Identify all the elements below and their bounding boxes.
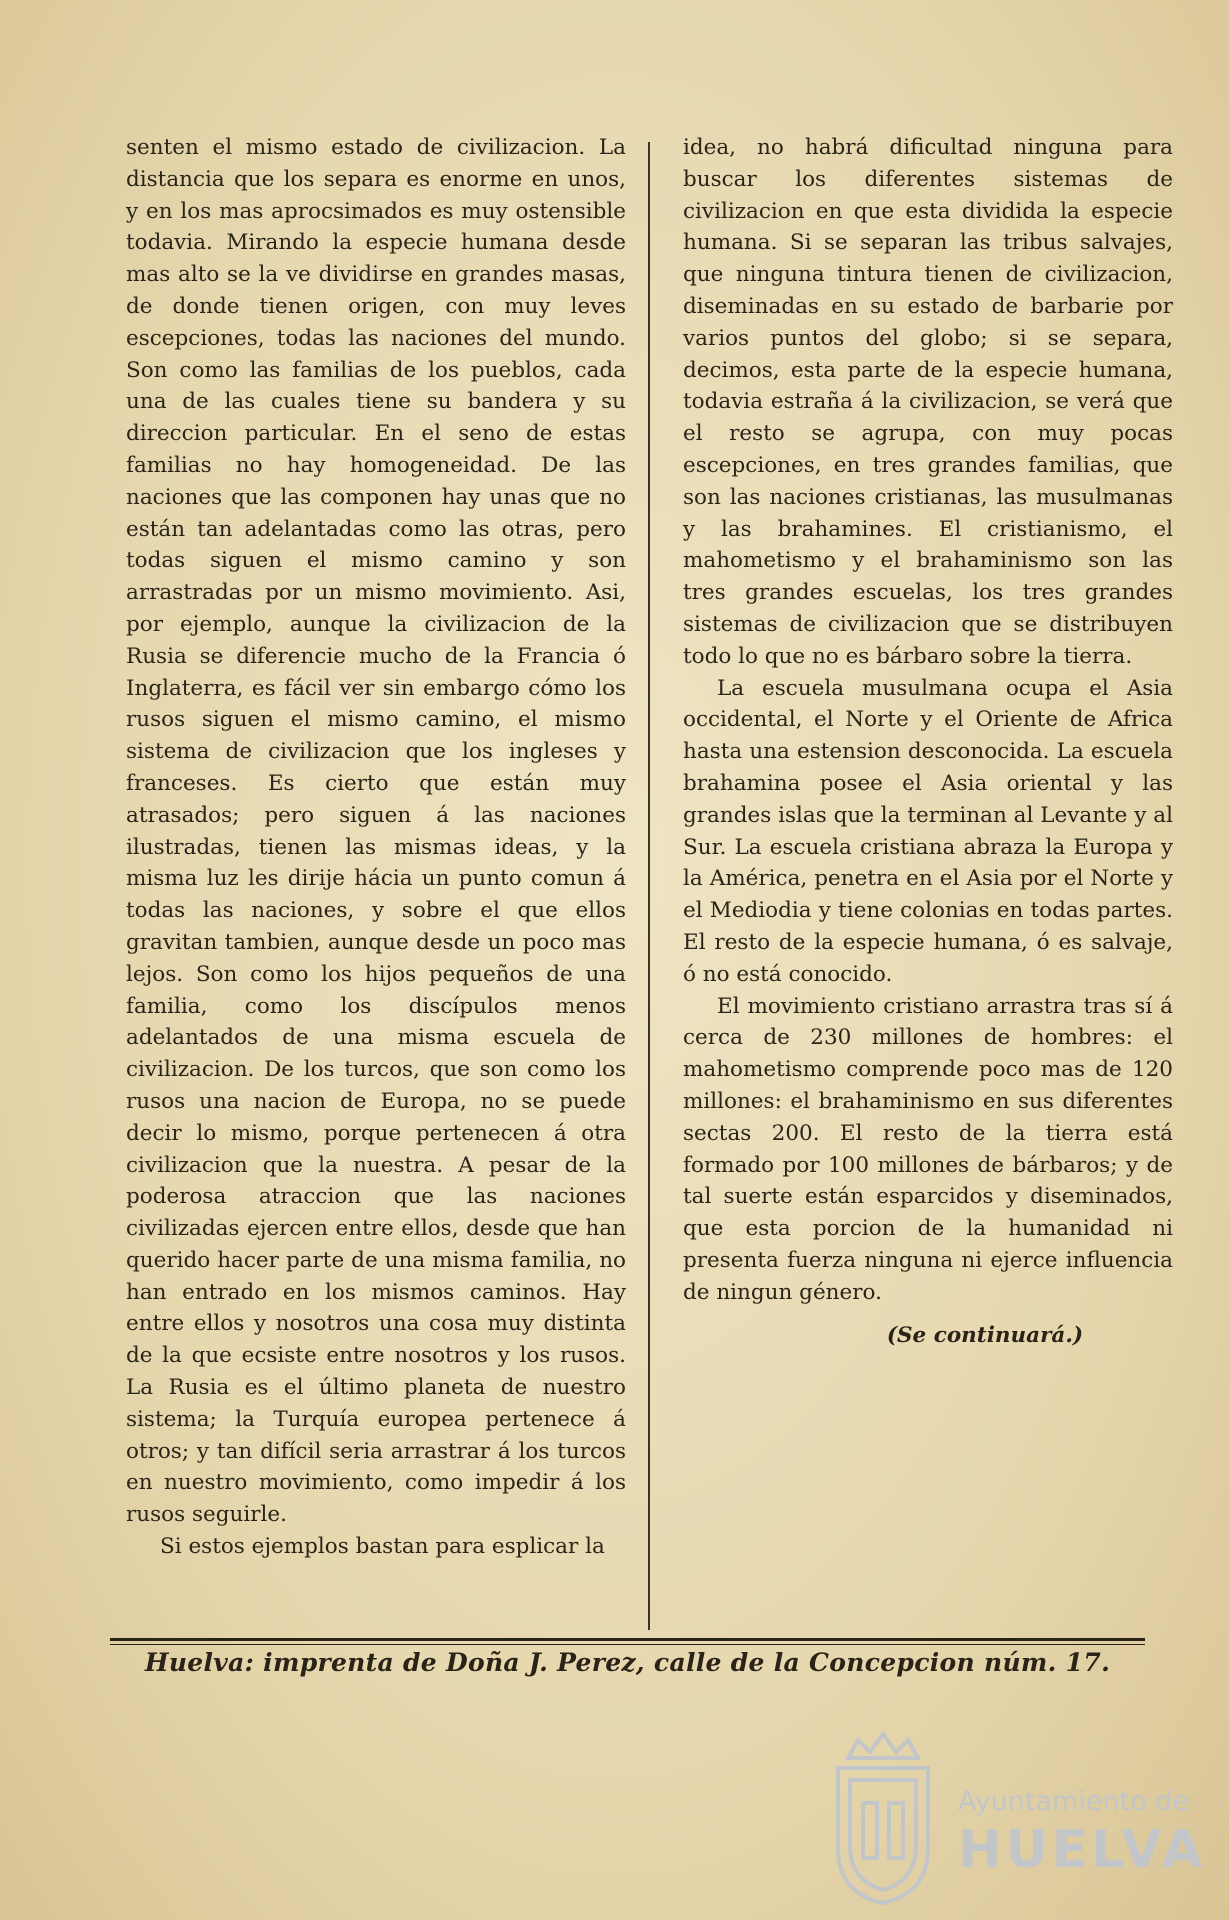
left-paragraph-2: Si estos ejemplos bastan para esplicar la — [160, 1534, 605, 1560]
watermark-line1: Ayuntamiento de — [958, 1786, 1189, 1817]
imprint-rule-thin — [110, 1644, 1145, 1645]
continues-note: (Se continuará.) — [886, 1323, 1083, 1349]
watermark — [818, 1728, 1218, 1908]
column-divider — [648, 142, 650, 1630]
right-paragraph-1: idea, no habrá dificultad ninguna para buscar los diferentes sistemas de civilizacion en que esta dividida la especie humana. Si se separan las tribus salvajes, que ninguna tintura tienen de civilizacion, diseminadas en su estado de barbarie por varios puntos del globo; si se separa, decimos, esta parte de la especie humana, todavia estraña á la civilizacion, se verá que el resto se agrupa, con muy pocas escepciones, en tres grandes familias, que son las naciones cristianas, las musulmanas y las brahamines. El cristianismo, el mahometismo y el brahaminismo son las tres grandes escuelas, los tres grandes sistemas de civilizacion que se distribuyen todo lo que no es bárbaro sobre la tierra. — [683, 135, 1173, 669]
right-paragraph-2: La escuela musulmana ocupa el Asia occidental, el Norte y el Oriente de Africa hasta una estension desconocida. La escuela brahamina posee el Asia oriental y las grandes islas que la terminan al Levante y al Sur. La escuela cristiana abraza la Europa y la América, penetra en el Asia por el Norte y el Mediodia y tiene colonias en todas partes. El resto de la especie humana, ó es salvaje, ó no está conocido. — [683, 675, 1173, 987]
left-paragraph-1: senten el mismo estado de civilizacion. La distancia que los separa es enorme en unos, y en los mas aprocsimados es muy ostensible todavia. Mirando la especie humana desde mas alto se la ve dividirse en grandes masas, de donde tienen origen, con muy leves escepciones, todas las naciones del mundo. Son como las familias de los pueblos, cada una de las cuales tiene su bandera y su direccion particular. En el seno de estas familias no hay homogeneidad. De las naciones que las componen hay unas que no están tan adelantadas como las otras, pero todas siguen el mismo camino y son arrastradas por un mismo movimiento. Asi, por ejemplo, aunque la civilizacion de la Rusia se diferencie mucho de la Francia ó Inglaterra, es fácil ver sin embargo cómo los rusos siguen el mismo camino, el mismo sistema de civilizacion que los ingleses y franceses. Es cierto que están muy atrasados; pero siguen á las naciones ilustradas, tienen las mismas ideas, y la misma luz les dirije hácia un punto comun á todas las naciones, y sobre el que ellos gravitan tambien, aunque desde un poco mas lejos. Son como los hijos pequeños de una familia, como los discípulos menos adelantados de una misma escuela de civilizacion. De los turcos, que son como los rusos una nacion de Europa, no se puede decir lo mismo, porque pertenecen á otra civilizacion que la nuestra. A pesar de la poderosa atraccion que las naciones civilizadas ejercen entre ellos, desde que han querido hacer parte de una misma familia, no han entrado en los mismos caminos. Hay entre ellos y nosotros una cosa muy distinta de la que ecsiste entre nosotros y los rusos. La Rusia es el último planeta de nuestro sistema; la Turquía europea pertenece á otros; y tan difícil seria arrastrar á los turcos en nuestro movimiento, como impedir á los rusos seguirle. — [126, 135, 626, 1528]
watermark-line2: HUELVA — [958, 1820, 1207, 1880]
imprint-rule — [110, 1638, 1145, 1641]
left-text-column — [126, 132, 626, 1563]
printer-imprint: Huelva: imprenta de Doña J. Perez, calle de la Concepcion núm. 17. — [144, 1648, 1111, 1677]
right-text-column — [683, 132, 1173, 1352]
city-coat-of-arms-icon — [818, 1728, 948, 1908]
right-paragraph-3: El movimiento cristiano arrastra tras sí á cerca de 230 millones de hombres: el mahometismo comprende poco mas de 120 millones: el brahaminismo en sus diferentes sectas 200. El resto de la tierra está formado por 100 millones de bárbaros; y de tal suerte están esparcidos y diseminados, que esta porcion de la humanidad ni presenta fuerza ninguna ni ejerce influencia de ningun género. — [683, 993, 1173, 1305]
